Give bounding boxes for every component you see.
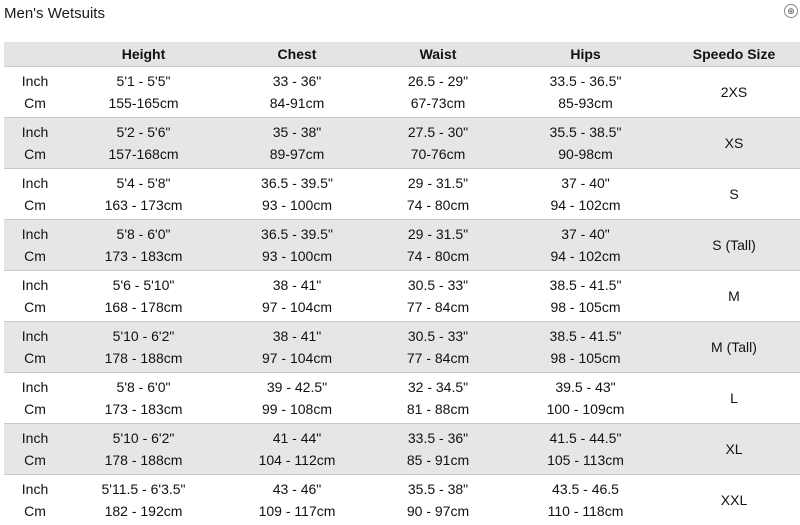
hips-cell-inch: 41.5 - 44.5" — [549, 430, 622, 446]
height-cell — [66, 373, 221, 423]
height-cell-cm: 157-168cm — [108, 146, 179, 162]
chest-cell — [221, 67, 373, 117]
chest-cell-inch: 43 - 46" — [272, 481, 322, 497]
waist-cell-inch: 35.5 - 38" — [407, 481, 469, 497]
height-cell-inch: 5'11.5 - 6'3.5" — [101, 481, 186, 497]
unit-cell-cm: Cm — [24, 503, 46, 519]
chest-cell — [221, 475, 373, 525]
height-cell — [66, 271, 221, 321]
speedo-size-cell: 2XS — [720, 84, 748, 100]
waist-cell-cm: 90 - 97cm — [406, 503, 470, 519]
hips-cell — [503, 169, 668, 219]
speedo-size-cell: M — [728, 288, 740, 304]
unit-cell-cm: Cm — [24, 197, 46, 213]
waist-cell-cm: 85 - 91cm — [406, 452, 470, 468]
speedo-size-cell: S (Tall) — [712, 237, 756, 253]
table-row — [4, 117, 800, 168]
height-cell-cm: 168 - 178cm — [104, 299, 183, 315]
waist-cell-cm: 77 - 84cm — [406, 350, 470, 366]
unit-cell-cm: Cm — [24, 146, 46, 162]
waist-cell-cm: 77 - 84cm — [406, 299, 470, 315]
table-row — [4, 219, 800, 270]
unit-cell-cm: Cm — [24, 248, 46, 264]
height-cell — [66, 322, 221, 372]
waist-cell-inch: 30.5 - 33" — [407, 277, 469, 293]
table-row — [4, 321, 800, 372]
height-cell — [66, 475, 221, 525]
unit-cell — [4, 169, 66, 219]
chest-cell-cm: 109 - 117cm — [258, 503, 336, 519]
waist-cell-inch: 26.5 - 29" — [407, 73, 469, 89]
waist-cell — [373, 373, 503, 423]
waist-cell — [373, 67, 503, 117]
waist-cell-cm: 70-76cm — [410, 146, 466, 162]
header-waist: Waist — [419, 46, 457, 62]
chest-cell — [221, 322, 373, 372]
hips-cell-cm: 85-93cm — [558, 95, 613, 111]
header-speedo-size: Speedo Size — [692, 46, 776, 62]
chest-cell — [221, 169, 373, 219]
header-hips: Hips — [570, 46, 601, 62]
height-cell-cm: 182 - 192cm — [104, 503, 183, 519]
speedo-size-cell: XL — [725, 441, 743, 457]
unit-cell-inch: Inch — [21, 328, 49, 344]
unit-cell — [4, 475, 66, 525]
unit-cell-inch: Inch — [21, 124, 49, 140]
speedo-size-cell: S — [729, 186, 739, 202]
unit-cell-inch: Inch — [21, 277, 49, 293]
hips-cell — [503, 67, 668, 117]
hips-cell-cm: 94 - 102cm — [550, 248, 621, 264]
table-body — [4, 66, 800, 525]
page-title: Men's Wetsuits — [4, 5, 105, 22]
waist-cell-cm: 74 - 80cm — [406, 248, 470, 264]
height-cell-cm: 178 - 188cm — [104, 452, 183, 468]
speedo-size-cell: M (Tall) — [711, 339, 757, 355]
hips-cell — [503, 322, 668, 372]
hips-cell — [503, 271, 668, 321]
chest-cell-cm: 93 - 100cm — [261, 197, 333, 213]
table-row — [4, 168, 800, 219]
hips-cell-cm: 100 - 109cm — [546, 401, 625, 417]
unit-cell — [4, 220, 66, 270]
hips-cell — [503, 424, 668, 474]
chest-cell-inch: 38 - 41" — [272, 277, 322, 293]
height-cell-cm: 173 - 183cm — [104, 248, 183, 264]
unit-cell-inch: Inch — [21, 226, 49, 242]
chest-cell-cm: 99 - 108cm — [261, 401, 333, 417]
unit-cell-inch: Inch — [21, 379, 49, 395]
chest-cell-cm: 97 - 104cm — [261, 299, 333, 315]
height-cell — [66, 118, 221, 168]
chest-cell-inch: 39 - 42.5" — [266, 379, 328, 395]
chest-cell-inch: 38 - 41" — [272, 328, 322, 344]
unit-cell — [4, 67, 66, 117]
height-cell — [66, 67, 221, 117]
header-height: Height — [121, 46, 166, 62]
unit-cell-cm: Cm — [24, 452, 46, 468]
chest-cell-cm: 84-91cm — [269, 95, 325, 111]
waist-cell-inch: 29 - 31.5" — [407, 226, 469, 242]
chest-cell-inch: 33 - 36" — [272, 73, 322, 89]
unit-cell — [4, 424, 66, 474]
height-cell-inch: 5'1 - 5'5" — [116, 73, 171, 89]
chest-cell-inch: 41 - 44" — [272, 430, 322, 446]
chest-cell-cm: 104 - 112cm — [258, 452, 336, 468]
speedo-size-cell: XS — [724, 135, 744, 151]
height-cell-inch: 5'8 - 6'0" — [116, 379, 171, 395]
height-cell-inch: 5'2 - 5'6" — [116, 124, 171, 140]
chest-cell — [221, 220, 373, 270]
speedo-size-cell: XXL — [720, 492, 748, 508]
unit-cell — [4, 373, 66, 423]
height-cell-inch: 5'4 - 5'8" — [116, 175, 171, 191]
table-header — [4, 42, 800, 66]
hips-cell-inch: 37 - 40" — [561, 175, 610, 191]
hips-cell — [503, 475, 668, 525]
hips-cell — [503, 373, 668, 423]
waist-cell-cm: 67-73cm — [410, 95, 466, 111]
header-chest: Chest — [277, 46, 317, 62]
hips-cell-cm: 98 - 105cm — [550, 350, 621, 366]
hips-cell-cm: 90-98cm — [558, 146, 613, 162]
hips-cell-inch: 43.5 - 46.5 — [552, 481, 619, 497]
height-cell — [66, 220, 221, 270]
chest-cell-cm: 93 - 100cm — [261, 248, 333, 264]
speedo-size-cell: L — [730, 390, 738, 406]
unit-cell-inch: Inch — [21, 481, 49, 497]
unit-cell — [4, 118, 66, 168]
hips-cell-inch: 37 - 40" — [561, 226, 610, 242]
hips-cell-cm: 94 - 102cm — [550, 197, 621, 213]
table-row — [4, 372, 800, 423]
chest-cell — [221, 271, 373, 321]
waist-cell — [373, 220, 503, 270]
waist-cell — [373, 118, 503, 168]
waist-cell-cm: 74 - 80cm — [406, 197, 470, 213]
height-cell-inch: 5'8 - 6'0" — [116, 226, 171, 242]
height-cell-cm: 163 - 173cm — [104, 197, 183, 213]
waist-cell — [373, 169, 503, 219]
zoom-icon[interactable]: ⊕ — [784, 4, 798, 18]
hips-cell — [503, 118, 668, 168]
table-row — [4, 474, 800, 525]
waist-cell-inch: 33.5 - 36" — [407, 430, 469, 446]
hips-cell-inch: 33.5 - 36.5" — [549, 73, 622, 89]
chest-cell-cm: 97 - 104cm — [261, 350, 333, 366]
unit-cell-inch: Inch — [21, 430, 49, 446]
unit-cell-inch: Inch — [21, 175, 49, 191]
hips-cell-inch: 39.5 - 43" — [555, 379, 616, 395]
size-chart-table — [4, 42, 800, 525]
hips-cell-cm: 98 - 105cm — [550, 299, 621, 315]
height-cell — [66, 424, 221, 474]
table-row — [4, 270, 800, 321]
hips-cell-inch: 38.5 - 41.5" — [549, 277, 622, 293]
waist-cell-inch: 27.5 - 30" — [407, 124, 469, 140]
waist-cell-cm: 81 - 88cm — [406, 401, 470, 417]
waist-cell-inch: 29 - 31.5" — [407, 175, 469, 191]
unit-cell-inch: Inch — [21, 73, 49, 89]
height-cell-cm: 173 - 183cm — [104, 401, 183, 417]
hips-cell-cm: 105 - 113cm — [547, 452, 624, 468]
table-row — [4, 66, 800, 117]
chest-cell — [221, 424, 373, 474]
height-cell-cm: 155-165cm — [108, 95, 179, 111]
waist-cell — [373, 424, 503, 474]
height-cell-inch: 5'10 - 6'2" — [112, 430, 175, 446]
waist-cell — [373, 475, 503, 525]
unit-cell-cm: Cm — [24, 350, 46, 366]
hips-cell — [503, 220, 668, 270]
unit-cell-cm: Cm — [24, 95, 46, 111]
waist-cell-inch: 30.5 - 33" — [407, 328, 469, 344]
hips-cell-inch: 38.5 - 41.5" — [549, 328, 622, 344]
unit-cell-cm: Cm — [24, 299, 46, 315]
unit-cell — [4, 271, 66, 321]
chest-cell-inch: 36.5 - 39.5" — [261, 175, 333, 191]
height-cell-inch: 5'6 - 5'10" — [112, 277, 175, 293]
hips-cell-cm: 110 - 118cm — [547, 503, 624, 519]
height-cell — [66, 169, 221, 219]
hips-cell-inch: 35.5 - 38.5" — [549, 124, 622, 140]
chest-cell — [221, 118, 373, 168]
chest-cell-cm: 89-97cm — [269, 146, 325, 162]
height-cell-cm: 178 - 188cm — [104, 350, 183, 366]
unit-cell — [4, 322, 66, 372]
unit-cell-cm: Cm — [24, 401, 46, 417]
waist-cell — [373, 322, 503, 372]
waist-cell-inch: 32 - 34.5" — [407, 379, 469, 395]
chest-cell-inch: 35 - 38" — [272, 124, 322, 140]
chest-cell — [221, 373, 373, 423]
waist-cell — [373, 271, 503, 321]
height-cell-inch: 5'10 - 6'2" — [112, 328, 175, 344]
chest-cell-inch: 36.5 - 39.5" — [261, 226, 333, 242]
table-row — [4, 423, 800, 474]
